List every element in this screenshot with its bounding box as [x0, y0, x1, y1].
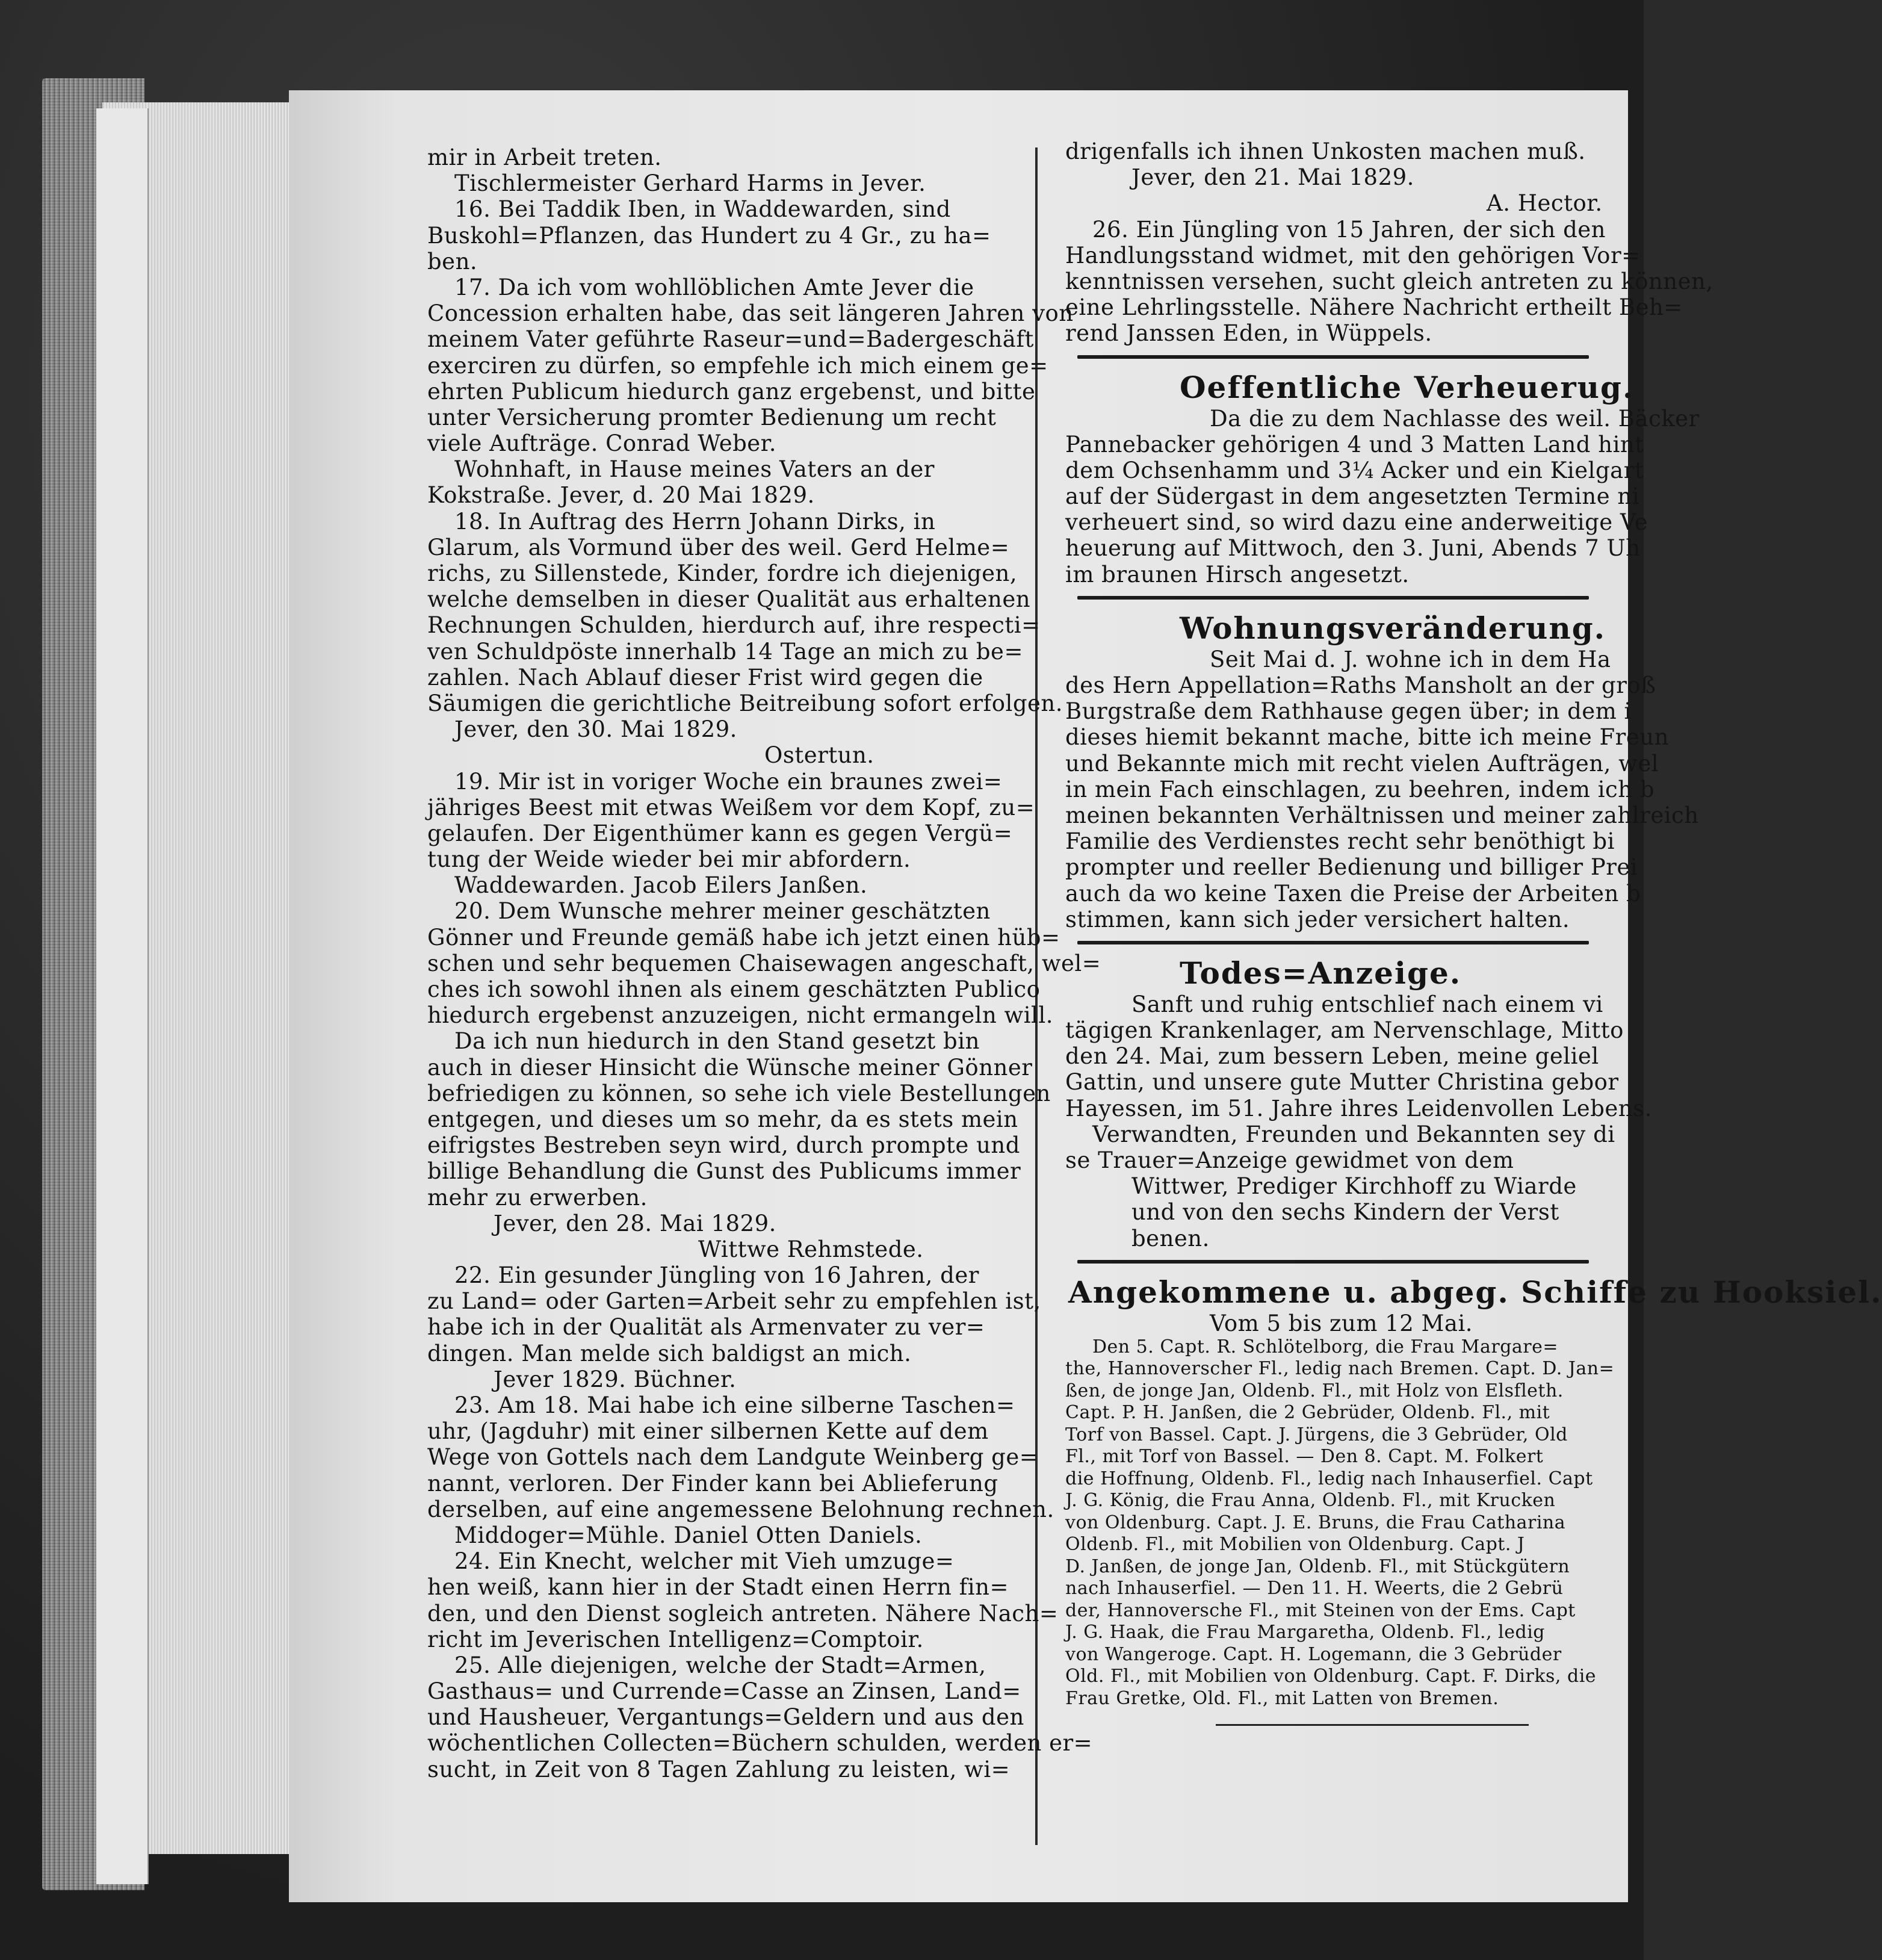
text-line: J. G. Haak, die Frau Margaretha, Oldenb. Fl., ledig — [1065, 1622, 1545, 1643]
text-line: Wittwer, Prediger Kirchhoff zu Wiarde — [1131, 1173, 1577, 1200]
section-heading: Oeffentliche Verheuerug. — [1180, 369, 1635, 405]
text-line: und Bekannte mich mit recht vielen Aufträgen, wel — [1065, 750, 1659, 777]
text-line: dieses hiemit bekannt mache, bitte ich meine Freun — [1065, 724, 1669, 751]
text-line: 20. Dem Wunsche mehrer meiner geschätzten — [454, 898, 991, 925]
text-line: Gönner und Freunde gemäß habe ich jetzt einen hüb= — [427, 924, 1060, 951]
text-line: Gasthaus= und Currende=Casse an Zinsen, Land= — [427, 1678, 1021, 1705]
section-subheading: Vom 5 bis zum 12 Mai. — [1210, 1310, 1473, 1336]
text-line: ßen, de jonge Jan, Oldenb. Fl., mit Holz von Elsfleth. — [1065, 1380, 1564, 1401]
text-line: heuerung auf Mittwoch, den 3. Juni, Abends 7 Uh — [1065, 535, 1641, 562]
text-line: tung der Weide wieder bei mir abfordern. — [427, 846, 911, 873]
text-line: verheuert sind, so wird dazu eine anderweitige Ve — [1065, 509, 1648, 536]
text-line: 19. Mir ist in voriger Woche ein braunes zwei= — [454, 768, 1003, 795]
text-line: ehrten Publicum hiedurch ganz ergebenst, und bitte — [427, 378, 1036, 405]
text-line: auch da wo keine Taxen die Preise der Arbeiten b — [1065, 880, 1641, 907]
text-line: ven Schuldpöste innerhalb 14 Tage an mich zu be= — [427, 638, 1023, 665]
text-line: Hayessen, im 51. Jahre ihres Leidenvollen Lebens. — [1065, 1095, 1652, 1121]
text-line: auch in dieser Hinsicht die Wünsche meiner Gönner — [427, 1054, 1033, 1081]
text-line: derselben, auf eine angemessene Belohnung rechnen. — [427, 1496, 1054, 1522]
text-line: Old. Fl., mit Mobilien von Oldenburg. Capt. F. Dirks, die — [1065, 1666, 1597, 1687]
text-line: rend Janssen Eden, in Wüppels. — [1065, 320, 1432, 347]
text-line: welche demselben in dieser Qualität aus erhaltenen — [427, 586, 1031, 613]
text-line: uhr, (Jagduhr) mit einer silbernen Kette auf dem — [427, 1418, 989, 1445]
section-heading: Todes=Anzeige. — [1180, 955, 1462, 991]
text-line: nach Inhauserfiel. — Den 11. H. Weerts, die 2 Gebrü — [1065, 1578, 1564, 1599]
text-line: Sanft und ruhig entschlief nach einem vi — [1131, 991, 1603, 1017]
text-line: A. Hector. — [1487, 190, 1603, 217]
text-line: wöchentlichen Collecten=Büchern schulden, werden er= — [427, 1730, 1093, 1757]
text-line: Ostertun. — [764, 742, 874, 769]
text-line: Tischlermeister Gerhard Harms in Jever. — [454, 170, 926, 197]
text-line: des Hern Appellation=Raths Mansholt an der groß — [1065, 672, 1656, 698]
text-line: Kokstraße. Jever, d. 20 Mai 1829. — [427, 482, 815, 509]
text-line: billige Behandlung die Gunst des Publicums immer — [427, 1158, 1021, 1185]
text-line: se Trauer=Anzeige gewidmet von dem — [1065, 1147, 1514, 1173]
text-line: und Hausheuer, Vergantungs=Geldern und aus den — [427, 1704, 1024, 1731]
text-line: the, Hannoverscher Fl., ledig nach Bremen. Capt. D. Jan= — [1065, 1358, 1615, 1380]
text-line: Den 5. Capt. R. Schlötelborg, die Frau Margare= — [1092, 1336, 1559, 1357]
text-line: Jever, den 21. Mai 1829. — [1131, 164, 1414, 191]
text-line: Wohnhaft, in Hause meines Vaters an der — [454, 456, 935, 483]
text-line: Verwandten, Freunden und Bekannten sey di — [1092, 1121, 1615, 1147]
text-line: schen und sehr bequemen Chaisewagen angeschaft, wel= — [427, 950, 1101, 976]
text-line: prompter und reeller Bedienung und billiger Prei — [1065, 854, 1638, 881]
text-line: richt im Jeverischen Intelligenz=Comptoir. — [427, 1626, 924, 1652]
text-line: zu Land= oder Garten=Arbeit sehr zu empfehlen ist, — [427, 1288, 1041, 1315]
text-line: auf der Südergast in dem angesetzten Termine ni — [1065, 483, 1640, 510]
text-line: 16. Bei Taddik Iben, in Waddewarden, sind — [454, 196, 951, 223]
text-line: Capt. P. H. Janßen, die 2 Gebrüder, Oldenb. Fl., mit — [1065, 1402, 1550, 1424]
text-line: entgegen, und dieses um so mehr, da es stets mein — [427, 1106, 1018, 1132]
text-line: Jever, den 28. Mai 1829. — [494, 1210, 776, 1236]
text-line: Burgstraße dem Rathhause gegen über; in dem i — [1065, 698, 1632, 725]
text-line: Waddewarden. Jacob Eilers Janßen. — [454, 872, 868, 899]
text-line: richs, zu Sillenstede, Kinder, fordre ich diejenigen, — [427, 560, 1018, 586]
text-line: 23. Am 18. Mai habe ich eine silberne Taschen= — [454, 1392, 1015, 1418]
front-leaf — [96, 108, 149, 1884]
text-line: Da ich nun hiedurch in den Stand gesetzt bin — [454, 1028, 980, 1055]
text-line: exerciren zu dürfen, so empfehle ich mich einem ge= — [427, 352, 1048, 379]
text-line: benen. — [1131, 1225, 1210, 1251]
section-rule — [1077, 1260, 1589, 1264]
text-line: Concession erhalten habe, das seit längeren Jahren von — [427, 300, 1074, 327]
text-line: der, Hannoversche Fl., mit Steinen von der Ems. Capt — [1065, 1599, 1576, 1621]
text-line: Säumigen die gerichtliche Beitreibung sofort erfolgen. — [427, 690, 1063, 716]
section-rule — [1077, 941, 1589, 944]
text-line: mehr zu erwerben. — [427, 1184, 648, 1211]
text-line: D. Janßen, de jonge Jan, Oldenb. Fl., mit Stückgütern — [1065, 1555, 1570, 1577]
text-line: Torf von Bassel. Capt. J. Jürgens, die 3 Gebrüder, Old — [1065, 1424, 1568, 1445]
section-heading: Wohnungsveränderung. — [1180, 610, 1606, 646]
text-line: meinem Vater geführte Raseur=und=Badergeschäft — [427, 326, 1034, 353]
text-line: hiedurch ergebenst anzuzeigen, nicht ermangeln will. — [427, 1002, 1053, 1029]
text-line: zahlen. Nach Ablauf dieser Frist wird gegen die — [427, 664, 983, 690]
text-line: viele Aufträge. Conrad Weber. — [427, 430, 777, 457]
text-line: Fl., mit Torf von Bassel. — Den 8. Capt. M. Folkert — [1065, 1446, 1544, 1468]
text-line: Pannebacker gehörigen 4 und 3 Matten Land hint — [1065, 431, 1644, 457]
text-line: den, und den Dienst sogleich antreten. Nähere Nach= — [427, 1600, 1059, 1627]
text-line: J. G. König, die Frau Anna, Oldenb. Fl., mit Krucken — [1065, 1490, 1556, 1512]
text-line: 18. In Auftrag des Herrn Johann Dirks, in — [454, 508, 936, 535]
text-line: Seit Mai d. J. wohne ich in dem Ha — [1210, 646, 1611, 672]
text-line: von Wangeroge. Capt. H. Logemann, die 3 Gebrüder — [1065, 1643, 1562, 1665]
text-line: Handlungsstand widmet, mit den gehörigen Vor= — [1065, 242, 1641, 268]
text-line: von Oldenburg. Capt. J. E. Bruns, die Frau Catharina — [1065, 1512, 1566, 1533]
text-line: Wittwe Rehmstede. — [698, 1236, 924, 1262]
text-line: Rechnungen Schulden, hierdurch auf, ihre respecti= — [427, 612, 1041, 639]
section-rule — [1077, 596, 1589, 600]
text-line: Jever, den 30. Mai 1829. — [454, 716, 737, 743]
text-line: Oldenb. Fl., mit Mobilien von Oldenburg. Capt. J — [1065, 1534, 1525, 1555]
text-line: nannt, verloren. Der Finder kann bei Ablieferung — [427, 1470, 998, 1496]
text-line: 17. Da ich vom wohllöblichen Amte Jever die — [454, 274, 974, 300]
text-line: Wege von Gottels nach dem Landgute Weinberg ge= — [427, 1444, 1039, 1471]
text-line: hen weiß, kann hier in der Stadt einen Herrn fin= — [427, 1574, 1009, 1601]
text-line: dingen. Man melde sich baldigst an mich. — [427, 1340, 912, 1366]
text-line: Familie des Verdienstes recht sehr benöthigt bi — [1065, 828, 1615, 855]
text-line: dem Ochsenhamm und 3¼ Acker und ein Kielgart — [1065, 457, 1644, 483]
text-line: eine Lehrlingsstelle. Nähere Nachricht ertheilt Beh= — [1065, 294, 1683, 321]
text-line: den 24. Mai, zum bessern Leben, meine geliel — [1065, 1043, 1599, 1070]
text-line: Glarum, als Vormund über des weil. Gerd Helme= — [427, 534, 1010, 560]
text-line: drigenfalls ich ihnen Unkosten machen muß. — [1065, 138, 1586, 164]
text-line: meinen bekannten Verhältnissen und meiner zahlreich — [1065, 802, 1699, 828]
text-line: Middoger=Mühle. Daniel Otten Daniels. — [454, 1522, 923, 1548]
text-line: ben. — [427, 248, 478, 274]
text-line: stimmen, kann sich jeder versichert halten. — [1065, 906, 1570, 932]
text-line: die Hoffnung, Oldenb. Fl., ledig nach Inhauserfiel. Capt — [1065, 1468, 1593, 1489]
text-line: tägigen Krankenlager, am Nervenschlage, Mitto — [1065, 1017, 1624, 1044]
text-line: Da die zu dem Nachlasse des weil. Bäcker — [1210, 405, 1700, 432]
text-line: in mein Fach einschlagen, zu beehren, indem ich b — [1065, 776, 1655, 802]
section-heading: Angekommene u. abgeg. Schiffe zu Hooksiel. — [1068, 1274, 1882, 1310]
text-line: jähriges Beest mit etwas Weißem vor dem Kopf, zu= — [427, 794, 1035, 820]
text-line: Frau Gretke, Old. Fl., mit Latten von Bremen. — [1065, 1687, 1499, 1709]
text-line: eifrigstes Bestreben seyn wird, durch prompte und — [427, 1132, 1020, 1159]
section-rule — [1077, 355, 1589, 359]
text-line: 26. Ein Jüngling von 15 Jahren, der sich den — [1092, 216, 1606, 243]
text-line: 25. Alle diejenigen, welche der Stadt=Armen, — [454, 1652, 986, 1678]
end-rule — [1216, 1724, 1529, 1726]
text-line: ches ich sowohl ihnen als einem geschätzten Publico — [427, 976, 1041, 1002]
printed-page — [289, 90, 1882, 1902]
text-line: sucht, in Zeit von 8 Tagen Zahlung zu leisten, wi= — [427, 1756, 1011, 1782]
text-line: kenntnissen versehen, sucht gleich antreten zu können, — [1065, 268, 1713, 294]
text-line: im braunen Hirsch angesetzt. — [1065, 561, 1410, 588]
right-column — [1065, 138, 1882, 1726]
text-line: 24. Ein Knecht, welcher mit Vieh umzuge= — [454, 1548, 955, 1575]
text-line: unter Versicherung promter Bedienung um recht — [427, 404, 997, 430]
text-line: Jever 1829. Büchner. — [494, 1366, 737, 1392]
text-line: habe ich in der Qualität als Armenvater zu ver= — [427, 1314, 985, 1341]
text-line: Buskohl=Pflanzen, das Hundert zu 4 Gr., zu ha= — [427, 222, 991, 249]
text-line: gelaufen. Der Eigenthümer kann es gegen Vergü= — [427, 820, 1013, 846]
text-line: 22. Ein gesunder Jüngling von 16 Jahren, der — [454, 1262, 979, 1289]
text-line: mir in Arbeit treten. — [427, 144, 662, 170]
text-line: Gattin, und unsere gute Mutter Christina gebor — [1065, 1069, 1619, 1096]
text-line: und von den sechs Kindern der Verst — [1131, 1199, 1559, 1226]
text-line: befriedigen zu können, so sehe ich viele Bestellungen — [427, 1080, 1051, 1106]
